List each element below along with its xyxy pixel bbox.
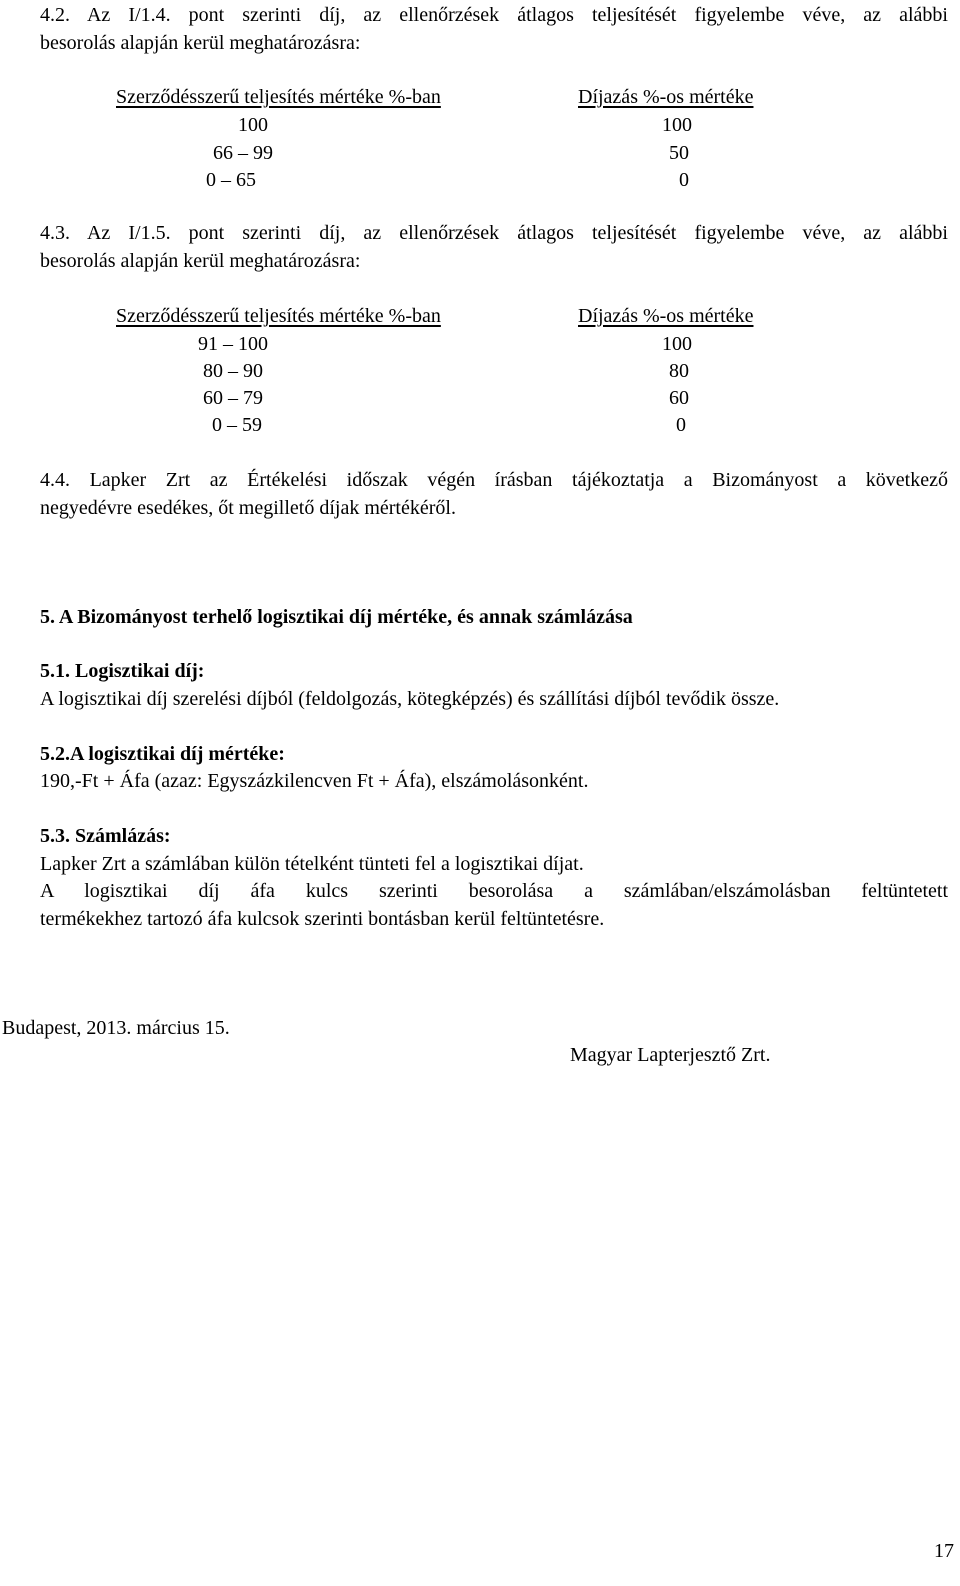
section-5-3-text-2: A logisztikai díj áfa kulcs szerinti besorolása a számlában/elszámolásban feltüntetett — [40, 880, 948, 902]
section-5-2-title: 5.2.A logisztikai díj mértéke: — [40, 743, 285, 765]
section-4-4-line-2: negyedévre esedékes, őt megillető díjak mértékéről. — [40, 497, 456, 519]
table-4-3-row-4-left: 0 – 59 — [212, 414, 262, 436]
section-5-1-title: 5.1. Logisztikai díj: — [40, 660, 205, 682]
table-4-2-row-1-left: 100 — [238, 114, 268, 136]
section-5-heading: 5. A Bizományost terhelő logisztikai díj mértéke, és annak számlázása — [40, 606, 633, 628]
section-4-3-intro-line-1: 4.3. Az I/1.5. pont szerinti díj, az ellenőrzések átlagos teljesítését figyelembe véve, az alábbi — [40, 222, 948, 244]
section-5-2-text: 190,-Ft + Áfa (azaz: Egyszázkilencven Ft + Áfa), elszámolásonként. — [40, 770, 589, 792]
table-4-2-row-1-right: 100 — [662, 114, 692, 136]
table-4-2-header-right: Díjazás %-os mértéke — [578, 86, 754, 108]
table-4-3-row-2-left: 80 – 90 — [203, 360, 263, 382]
table-4-3-row-4-right: 0 — [676, 414, 686, 436]
section-5-3-title: 5.3. Számlázás: — [40, 825, 171, 847]
table-4-2-row-2-left: 66 – 99 — [213, 142, 273, 164]
table-4-2-row-2-right: 50 — [669, 142, 689, 164]
table-4-3-row-1-left: 91 – 100 — [198, 333, 268, 355]
table-4-3-row-3-left: 60 – 79 — [203, 387, 263, 409]
section-4-3-intro-line-2: besorolás alapján kerül meghatározásra: — [40, 250, 361, 272]
table-4-2-row-3-left: 0 – 65 — [206, 169, 256, 191]
section-5-3-text-3: termékekhez tartozó áfa kulcsok szerinti bontásban kerül feltüntetésre. — [40, 908, 605, 930]
section-4-4-line-1: 4.4. Lapker Zrt az Értékelési időszak végén írásban tájékoztatja a Bizományost a következő — [40, 469, 948, 491]
section-5-3-text-1: Lapker Zrt a számlában külön tételként tünteti fel a logisztikai díjat. — [40, 853, 584, 875]
table-4-2-row-3-right: 0 — [679, 169, 689, 191]
place-date: Budapest, 2013. március 15. — [2, 1017, 230, 1039]
table-4-3-header-right: Díjazás %-os mértéke — [578, 305, 754, 327]
table-4-3-header-left: Szerződésszerű teljesítés mértéke %-ban — [116, 305, 441, 327]
company-name: Magyar Lapterjesztő Zrt. — [570, 1044, 771, 1066]
section-4-2-intro-line-2: besorolás alapján kerül meghatározásra: — [40, 32, 361, 54]
table-4-3-row-2-right: 80 — [669, 360, 689, 382]
section-4-2-intro-line-1: 4.2. Az I/1.4. pont szerinti díj, az ellenőrzések átlagos teljesítését figyelembe véve, az alábbi — [40, 4, 948, 26]
page-number: 17 — [934, 1540, 954, 1562]
section-5-1-text: A logisztikai díj szerelési díjból (feldolgozás, kötegképzés) és szállítási díjból tevődik össze. — [40, 688, 780, 710]
table-4-3-row-3-right: 60 — [669, 387, 689, 409]
table-4-2-header-left: Szerződésszerű teljesítés mértéke %-ban — [116, 86, 441, 108]
table-4-3-row-1-right: 100 — [662, 333, 692, 355]
